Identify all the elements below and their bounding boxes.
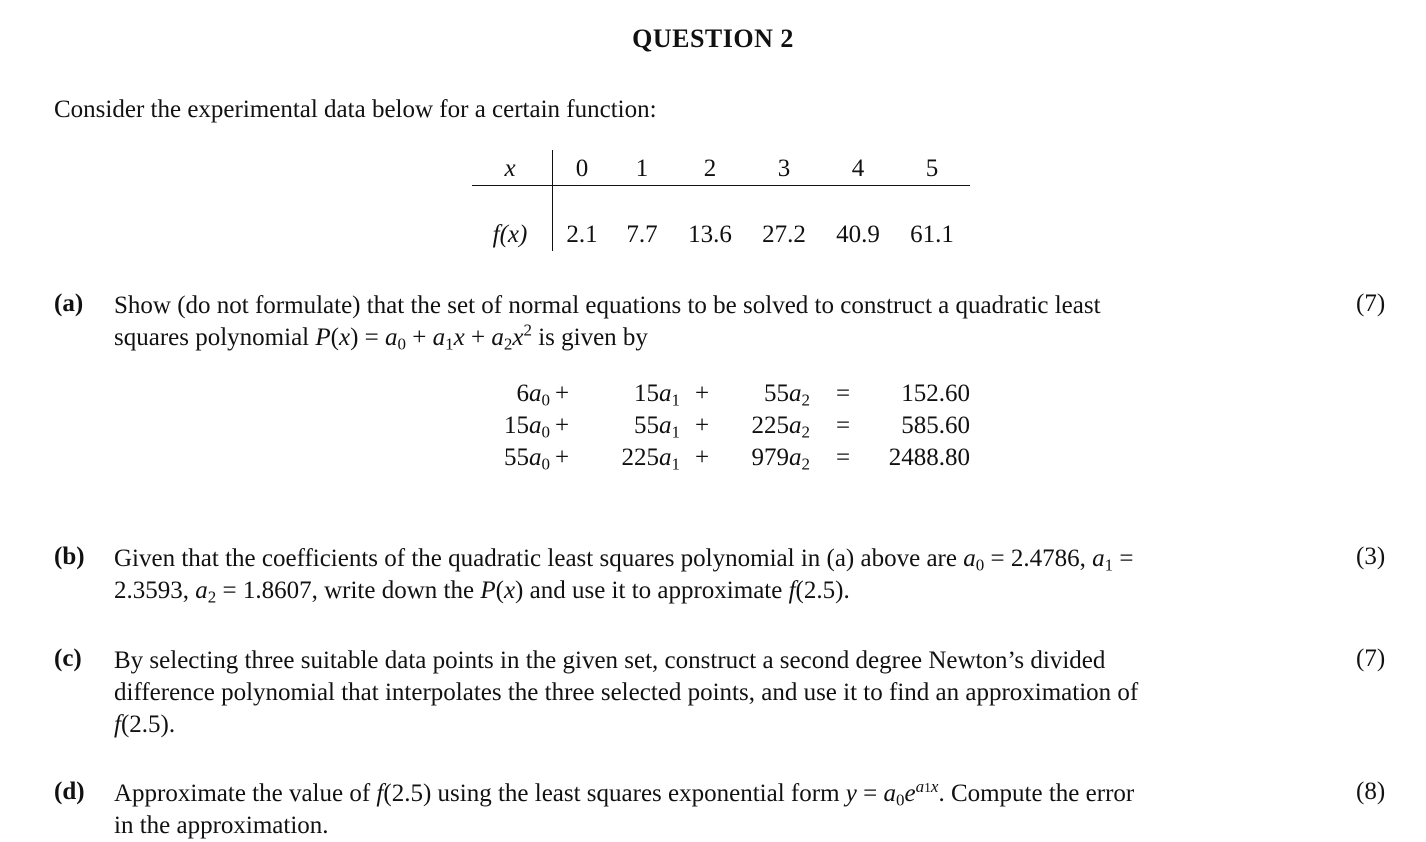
fx-value: 27.2: [762, 221, 806, 248]
equation-term: $55a_0$: [504, 444, 550, 474]
equation-term: $225a_1$: [621, 444, 680, 474]
part-c-line-1: By selecting three suitable data points in the given set, construct a second degree Newton’s divided: [114, 647, 1106, 674]
x-value: 4: [851, 155, 865, 182]
part-a-line-1: Show (do not formulate) that the set of normal equations to be solved to construct a quadratic least: [114, 292, 1101, 319]
table-header-rule: [472, 185, 970, 186]
table-column-rule: [552, 150, 553, 251]
part-c-label: (c): [54, 645, 82, 672]
equation-rhs: 2488.80: [888, 444, 970, 471]
x-value: 2: [703, 155, 717, 182]
part-c-line-2: difference polynomial that interpolates the three selected points, and use it to find an approximation of: [114, 679, 1139, 706]
equals-sign: =: [836, 444, 851, 471]
part-d-line-1: Approximate the value of f(2.5) using the least squares exponential form $y = a_0e^{a1x}$. Compute the error: [114, 776, 1135, 810]
plus-sign: +: [695, 380, 710, 407]
plus-sign: +: [695, 412, 710, 439]
fx-value: 7.7: [626, 221, 658, 248]
intro-text: Consider the experimental data below for a certain function:: [54, 96, 657, 123]
part-b-label: (b): [54, 543, 85, 570]
equation-term: $6a_0$: [516, 380, 550, 410]
polynomial-formula: P: [315, 324, 331, 351]
part-c-text: [114, 645, 1330, 741]
question-title: QUESTION 2: [632, 24, 794, 53]
plus-sign: +: [555, 412, 570, 439]
part-c-line-3: f(2.5).: [114, 711, 176, 738]
part-a-line-2: squares polynomial $P(x) = a_0 + a_1x + a_2x^2$ is given by: [114, 320, 648, 354]
equation-term: $15a_1$: [634, 380, 680, 410]
part-d-line-2: in the approximation.: [114, 812, 329, 839]
normal-equations: [0, 380, 1426, 480]
equation-term: $979a_2$: [751, 444, 810, 474]
equation-rhs: 152.60: [901, 380, 970, 407]
part-b-text: [114, 543, 1330, 607]
fx-value: 2.1: [566, 221, 598, 248]
equation-term: $225a_2$: [751, 412, 810, 442]
part-c-marks: (7): [1356, 645, 1386, 672]
plus-sign: +: [555, 380, 570, 407]
x-header: x: [504, 155, 516, 182]
equals-sign: =: [836, 380, 851, 407]
plus-sign: +: [695, 444, 710, 471]
part-d-marks: (8): [1356, 778, 1386, 805]
equation-term: $55a_2$: [764, 380, 810, 410]
x-value: 0: [575, 155, 589, 182]
equation-rhs: 585.60: [901, 412, 970, 439]
fx-header: f(x): [492, 221, 528, 248]
data-table: [472, 150, 970, 252]
x-value: 5: [925, 155, 939, 182]
part-d-text: [114, 778, 1330, 842]
part-b-line-2: 2.3593, $a_2 = 1.8607$, write down the P(x) and use it to approximate f(2.5).: [114, 577, 850, 607]
fx-value: 13.6: [688, 221, 732, 248]
equation-term: $15a_0$: [504, 412, 550, 442]
part-b-marks: (3): [1356, 543, 1386, 570]
x-value: 1: [635, 155, 649, 182]
part-a-text: [114, 290, 1330, 354]
equation-term: $55a_1$: [634, 412, 680, 442]
plus-sign: +: [555, 444, 570, 471]
equals-sign: =: [836, 412, 851, 439]
fx-value: 40.9: [836, 221, 880, 248]
fx-value: 61.1: [910, 221, 954, 248]
x-value: 3: [777, 155, 791, 182]
part-a-marks: (7): [1356, 290, 1386, 317]
part-d-label: (d): [54, 778, 85, 805]
part-b-line-1: Given that the coefficients of the quadratic least squares polynomial in (a) above are $a_0 = 2.4786$, $a_1$ =: [114, 545, 1134, 575]
part-a-label: (a): [54, 290, 84, 317]
